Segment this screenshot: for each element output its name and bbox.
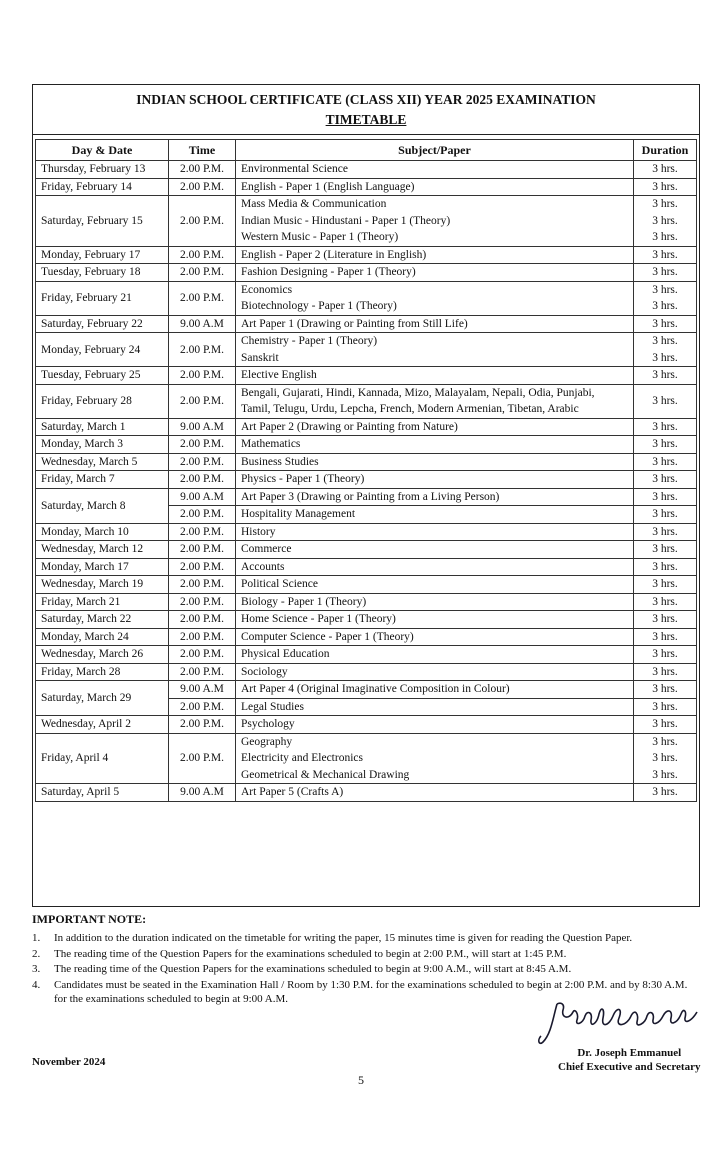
cell-time: 2.00 P.M. <box>169 593 236 611</box>
duration-line: 3 hrs. <box>652 438 678 450</box>
table-row <box>36 541 697 559</box>
note-item <box>32 931 700 946</box>
signatory-name: Dr. Joseph Emmanuel <box>577 1047 682 1059</box>
cell-duration <box>634 733 697 784</box>
cell-duration <box>634 161 697 179</box>
cell-day-date: Wednesday, March 12 <box>36 541 169 559</box>
notes-heading: IMPORTANT NOTE: <box>32 912 147 926</box>
column-header-subject: Subject/Paper <box>236 140 634 161</box>
table-row <box>36 246 697 264</box>
note-number: 1. <box>32 932 41 944</box>
duration-line: 3 hrs. <box>652 317 678 330</box>
cell-day-date: Wednesday, March 5 <box>36 453 169 471</box>
table-header-row <box>36 140 697 161</box>
column-header-time: Time <box>169 140 236 161</box>
duration-line: 3 hrs. <box>652 786 678 798</box>
cell-day-date: Monday, February 24 <box>36 333 169 367</box>
table-row <box>36 576 697 594</box>
cell-day-date: Friday, April 4 <box>36 733 169 784</box>
subject-line: Elective English <box>241 369 317 381</box>
cell-duration <box>634 558 697 576</box>
cell-time: 2.00 P.M. <box>169 281 236 315</box>
table-row <box>36 716 697 734</box>
cell-time: 2.00 P.M. <box>169 576 236 594</box>
cell-time: 9.00 A.M <box>169 488 236 506</box>
duration-line: 3 hrs. <box>652 525 678 538</box>
column-header-day: Day & Date <box>36 140 169 161</box>
note-number: 3. <box>32 963 41 975</box>
subject-line: Art Paper 5 (Crafts A) <box>241 786 344 798</box>
cell-subject <box>236 611 634 629</box>
duration-line: 3 hrs. <box>652 300 678 312</box>
cell-subject <box>236 367 634 385</box>
duration-line: 3 hrs. <box>652 420 678 433</box>
cell-day-date: Wednesday, March 19 <box>36 576 169 594</box>
cell-time: 2.00 P.M. <box>169 264 236 282</box>
column-header-duration: Duration <box>634 140 697 161</box>
duration-line: 3 hrs. <box>652 752 678 764</box>
signatory-block <box>558 1046 700 1074</box>
duration-line: 3 hrs. <box>652 648 678 660</box>
subject-line: Art Paper 1 (Drawing or Painting from Still Life) <box>241 317 468 330</box>
duration-line: 3 hrs. <box>652 630 678 643</box>
table-row <box>36 611 697 629</box>
note-text: Candidates must be seated in the Examination Hall / Room by 1:30 P.M. for the examinations scheduled to begin at 2:00 P.M. and by 8:30 A.M. for the examinations scheduled to begin at 9:00 A.M. <box>54 978 688 1005</box>
cell-duration <box>634 716 697 734</box>
table-row <box>36 178 697 196</box>
cell-time: 2.00 P.M. <box>169 733 236 784</box>
note-number: 2. <box>32 947 41 960</box>
duration-line: 3 hrs. <box>652 578 678 590</box>
table-row <box>36 418 697 436</box>
cell-time: 2.00 P.M. <box>169 541 236 559</box>
cell-subject <box>236 453 634 471</box>
subject-line: Physical Education <box>241 648 330 660</box>
duration-line: 3 hrs. <box>652 369 678 381</box>
document-subtitle: TIMETABLE <box>325 112 407 127</box>
cell-duration <box>634 471 697 489</box>
cell-duration <box>634 611 697 629</box>
duration-line: 3 hrs. <box>652 248 678 261</box>
cell-day-date: Friday, February 14 <box>36 178 169 196</box>
subject-line: Sociology <box>241 665 288 678</box>
cell-day-date: Monday, February 17 <box>36 246 169 264</box>
cell-day-date: Thursday, February 13 <box>36 161 169 179</box>
cell-day-date: Saturday, February 15 <box>36 196 169 247</box>
cell-time: 9.00 A.M <box>169 418 236 436</box>
table-row <box>36 436 697 454</box>
table-row <box>36 593 697 611</box>
cell-subject <box>236 784 634 802</box>
cell-duration <box>634 576 697 594</box>
duration-line: 3 hrs. <box>652 683 678 695</box>
duration-line: 3 hrs. <box>652 283 678 296</box>
cell-subject <box>236 488 634 506</box>
timetable-frame <box>32 84 700 907</box>
cell-day-date: Wednesday, March 26 <box>36 646 169 664</box>
signature <box>535 998 705 1053</box>
timetable-table <box>35 139 697 802</box>
subject-line: English - Paper 1 (English Language) <box>241 180 415 193</box>
cell-day-date: Monday, March 24 <box>36 628 169 646</box>
subject-line: Fashion Designing - Paper 1 (Theory) <box>241 266 416 278</box>
note-text: The reading time of the Question Papers for the examinations scheduled to begin at 2:00 P.M., will start at 1:45 P.M. <box>54 947 567 960</box>
cell-day-date: Monday, March 3 <box>36 436 169 454</box>
important-notes <box>32 912 700 1008</box>
table-row <box>36 784 697 802</box>
duration-line: 3 hrs. <box>652 543 678 555</box>
subject-line: Geography <box>241 735 293 748</box>
cell-duration <box>634 418 697 436</box>
duration-line: 3 hrs. <box>652 508 678 520</box>
subject-line: Psychology <box>241 718 295 730</box>
subject-line: Mass Media & Communication <box>241 198 387 210</box>
table-row <box>36 161 697 179</box>
cell-subject <box>236 264 634 282</box>
cell-duration <box>634 315 697 333</box>
note-text: In addition to the duration indicated on the timetable for writing the paper, 15 minutes time is given for reading the Question Paper. <box>54 932 633 944</box>
cell-time: 2.00 P.M. <box>169 436 236 454</box>
table-row <box>36 488 697 506</box>
cell-subject <box>236 593 634 611</box>
duration-line: 3 hrs. <box>652 335 678 347</box>
table-row <box>36 523 697 541</box>
cell-time: 2.00 P.M. <box>169 333 236 367</box>
cell-time: 2.00 P.M. <box>169 611 236 629</box>
subject-line: Chemistry - Paper 1 (Theory) <box>241 335 378 347</box>
cell-day-date: Tuesday, February 25 <box>36 367 169 385</box>
cell-duration <box>634 333 697 367</box>
cell-time: 2.00 P.M. <box>169 646 236 664</box>
signatory-title: Chief Executive and Secretary <box>558 1061 701 1073</box>
cell-day-date: Saturday, April 5 <box>36 784 169 802</box>
cell-time: 2.00 P.M. <box>169 558 236 576</box>
cell-subject <box>236 196 634 247</box>
cell-duration <box>634 436 697 454</box>
cell-day-date: Friday, March 21 <box>36 593 169 611</box>
subject-line: Business Studies <box>241 455 319 468</box>
duration-line: 3 hrs. <box>652 214 678 227</box>
cell-day-date: Saturday, February 22 <box>36 315 169 333</box>
subject-line: Biotechnology - Paper 1 (Theory) <box>241 300 397 312</box>
cell-time: 2.00 P.M. <box>169 384 236 418</box>
duration-line: 3 hrs. <box>652 455 678 468</box>
subject-line: Biology - Paper 1 (Theory) <box>241 595 367 608</box>
subject-line: Legal Studies <box>241 700 304 713</box>
cell-subject <box>236 628 634 646</box>
cell-duration <box>634 593 697 611</box>
duration-line: 3 hrs. <box>652 718 678 730</box>
table-row <box>36 281 697 315</box>
subject-line: Sanskrit <box>241 351 279 364</box>
subject-line: Environmental Science <box>241 163 348 175</box>
cell-subject <box>236 558 634 576</box>
duration-line: 3 hrs. <box>652 613 678 625</box>
cell-subject <box>236 315 634 333</box>
cell-subject <box>236 733 634 784</box>
duration-line: 3 hrs. <box>652 180 678 193</box>
cell-time: 2.00 P.M. <box>169 161 236 179</box>
subject-line: Art Paper 3 (Drawing or Painting from a Living Person) <box>241 490 500 503</box>
cell-subject <box>236 698 634 716</box>
cell-time: 2.00 P.M. <box>169 178 236 196</box>
cell-duration <box>634 698 697 716</box>
subject-line: Art Paper 2 (Drawing or Painting from Nature) <box>241 420 458 433</box>
subject-line: Economics <box>241 283 293 296</box>
cell-day-date: Friday, February 28 <box>36 384 169 418</box>
note-number: 4. <box>32 978 41 991</box>
subject-line: History <box>241 525 276 538</box>
cell-day-date: Saturday, March 8 <box>36 488 169 523</box>
cell-subject <box>236 506 634 524</box>
cell-subject <box>236 246 634 264</box>
cell-day-date: Monday, March 10 <box>36 523 169 541</box>
duration-line: 3 hrs. <box>652 665 678 678</box>
cell-time: 2.00 P.M. <box>169 663 236 681</box>
cell-duration <box>634 264 697 282</box>
note-item <box>32 947 700 962</box>
duration-line: 3 hrs. <box>652 266 678 278</box>
duration-line: 3 hrs. <box>652 198 678 210</box>
duration-line: 3 hrs. <box>652 595 678 608</box>
cell-subject <box>236 178 634 196</box>
subject-line: Western Music - Paper 1 (Theory) <box>241 231 399 243</box>
cell-duration <box>634 506 697 524</box>
subject-line: Art Paper 4 (Original Imaginative Composition in Colour) <box>241 683 510 695</box>
cell-duration <box>634 488 697 506</box>
duration-line: 3 hrs. <box>652 163 678 175</box>
cell-day-date: Monday, March 17 <box>36 558 169 576</box>
subject-line: Computer Science - Paper 1 (Theory) <box>241 630 414 643</box>
cell-subject <box>236 436 634 454</box>
cell-time: 2.00 P.M. <box>169 628 236 646</box>
cell-time: 2.00 P.M. <box>169 523 236 541</box>
cell-duration <box>634 541 697 559</box>
table-row <box>36 333 697 367</box>
cell-subject <box>236 418 634 436</box>
cell-subject <box>236 576 634 594</box>
cell-time: 2.00 P.M. <box>169 698 236 716</box>
duration-line: 3 hrs. <box>652 473 678 485</box>
duration-line: 3 hrs. <box>652 490 678 503</box>
subject-line: Mathematics <box>241 438 301 450</box>
table-row <box>36 733 697 784</box>
cell-day-date: Wednesday, April 2 <box>36 716 169 734</box>
document-title: INDIAN SCHOOL CERTIFICATE (CLASS XII) YEAR 2025 EXAMINATION <box>136 92 596 107</box>
timetable-body <box>36 161 697 802</box>
cell-time: 9.00 A.M <box>169 315 236 333</box>
table-row <box>36 681 697 699</box>
note-item <box>32 962 700 977</box>
duration-line: 3 hrs. <box>652 351 678 364</box>
cell-time: 9.00 A.M <box>169 784 236 802</box>
subject-line: Political Science <box>241 578 318 590</box>
cell-duration <box>634 281 697 315</box>
table-row <box>36 471 697 489</box>
cell-duration <box>634 523 697 541</box>
cell-subject <box>236 281 634 315</box>
cell-day-date: Tuesday, February 18 <box>36 264 169 282</box>
cell-subject <box>236 523 634 541</box>
subject-line: Commerce <box>241 543 292 555</box>
table-row <box>36 453 697 471</box>
cell-subject <box>236 333 634 367</box>
cell-subject <box>236 646 634 664</box>
cell-duration <box>634 628 697 646</box>
cell-time: 2.00 P.M. <box>169 716 236 734</box>
duration-line: 3 hrs. <box>652 394 678 407</box>
cell-day-date: Friday, March 28 <box>36 663 169 681</box>
duration-line: 3 hrs. <box>652 735 678 748</box>
cell-day-date: Saturday, March 29 <box>36 681 169 716</box>
cell-day-date: Friday, March 7 <box>36 471 169 489</box>
subject-line: Hospitality Management <box>241 508 356 520</box>
cell-duration <box>634 663 697 681</box>
cell-time: 2.00 P.M. <box>169 453 236 471</box>
cell-duration <box>634 646 697 664</box>
table-row <box>36 315 697 333</box>
issue-date: November 2024 <box>32 1056 106 1068</box>
duration-line: 3 hrs. <box>652 231 678 243</box>
cell-time: 2.00 P.M. <box>169 246 236 264</box>
duration-line: 3 hrs. <box>652 700 678 713</box>
table-row <box>36 196 697 247</box>
cell-duration <box>634 784 697 802</box>
cell-subject <box>236 161 634 179</box>
note-text: The reading time of the Question Papers for the examinations scheduled to begin at 9:00 A.M., will start at 8:45 A.M. <box>54 963 572 975</box>
cell-subject <box>236 541 634 559</box>
duration-line: 3 hrs. <box>652 560 678 573</box>
subject-line: Bengali, Gujarati, Hindi, Kannada, Mizo, Malayalam, Nepali, Odia, Punjabi, <box>241 386 595 399</box>
cell-subject <box>236 681 634 699</box>
table-row <box>36 367 697 385</box>
cell-time: 2.00 P.M. <box>169 367 236 385</box>
table-row <box>36 558 697 576</box>
table-row <box>36 264 697 282</box>
cell-subject <box>236 384 634 418</box>
cell-duration <box>634 681 697 699</box>
subject-line: English - Paper 2 (Literature in English) <box>241 248 427 261</box>
subject-line: Electricity and Electronics <box>241 752 363 764</box>
subject-line: Tamil, Telugu, Urdu, Lepcha, French, Modern Armenian, Tibetan, Arabic <box>241 403 579 415</box>
cell-time: 2.00 P.M. <box>169 196 236 247</box>
cell-time: 2.00 P.M. <box>169 471 236 489</box>
table-row <box>36 646 697 664</box>
table-row <box>36 628 697 646</box>
cell-time: 2.00 P.M. <box>169 506 236 524</box>
cell-day-date: Saturday, March 1 <box>36 418 169 436</box>
subject-line: Accounts <box>241 560 285 573</box>
subject-line: Home Science - Paper 1 (Theory) <box>241 613 396 625</box>
cell-time: 9.00 A.M <box>169 681 236 699</box>
cell-subject <box>236 716 634 734</box>
table-row <box>36 663 697 681</box>
duration-line: 3 hrs. <box>652 768 678 781</box>
subject-line: Geometrical & Mechanical Drawing <box>241 768 410 781</box>
title-box <box>33 85 699 135</box>
cell-day-date: Saturday, March 22 <box>36 611 169 629</box>
cell-subject <box>236 663 634 681</box>
cell-duration <box>634 384 697 418</box>
subject-line: Indian Music - Hindustani - Paper 1 (Theory) <box>241 214 451 227</box>
cell-duration <box>634 367 697 385</box>
cell-day-date: Friday, February 21 <box>36 281 169 315</box>
cell-duration <box>634 196 697 247</box>
cell-subject <box>236 471 634 489</box>
cell-duration <box>634 178 697 196</box>
table-row <box>36 384 697 418</box>
subject-line: Physics - Paper 1 (Theory) <box>241 473 365 485</box>
cell-duration <box>634 246 697 264</box>
page-number: 5 <box>358 1073 364 1087</box>
cell-duration <box>634 453 697 471</box>
